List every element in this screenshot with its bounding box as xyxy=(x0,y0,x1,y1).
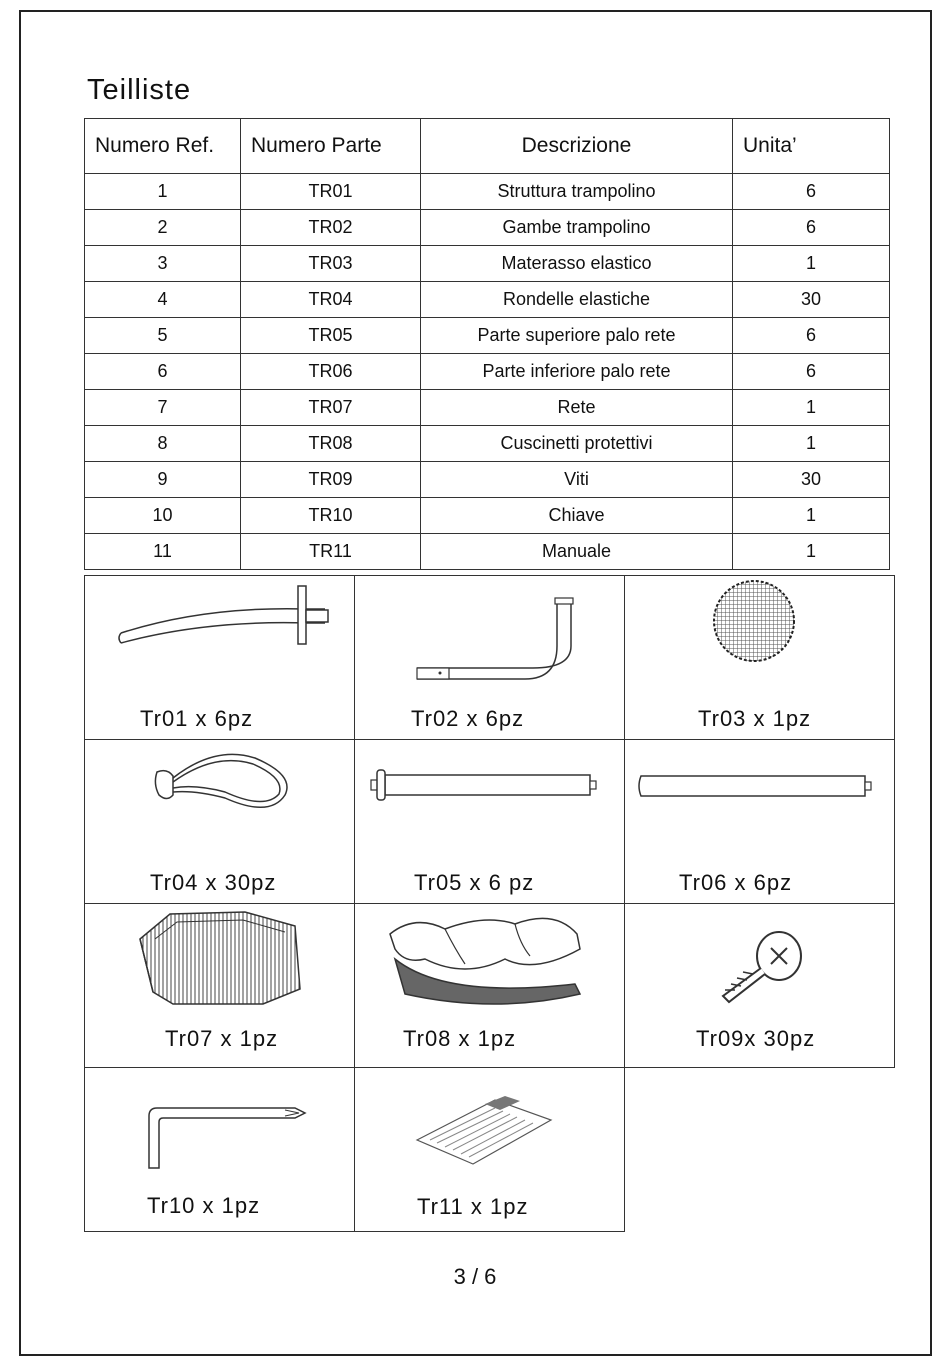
cell-ref: 9 xyxy=(85,462,241,498)
table-row xyxy=(85,462,890,498)
part-caption: Tr11 x 1pz xyxy=(417,1194,529,1219)
cell-qty: 6 xyxy=(733,174,890,210)
part-caption: Tr10 x 1pz xyxy=(147,1193,261,1218)
cell-qty: 6 xyxy=(733,210,890,246)
cell-ref: 3 xyxy=(85,246,241,282)
cell-ref: 1 xyxy=(85,174,241,210)
cell-desc: Gambe trampolino xyxy=(421,210,733,246)
page-title: Teilliste xyxy=(87,74,192,106)
part-caption: Tr03 x 1pz xyxy=(698,706,812,731)
part-cell-tr11 xyxy=(354,1067,625,1232)
cell-ref: 5 xyxy=(85,318,241,354)
table-row xyxy=(85,354,890,390)
cell-ref: 6 xyxy=(85,354,241,390)
table-row xyxy=(85,210,890,246)
cell-part: TR10 xyxy=(241,498,421,534)
cell-qty: 1 xyxy=(733,534,890,570)
header-part: Numero Parte xyxy=(241,119,421,174)
part-caption: Tr09x 30pz xyxy=(696,1026,816,1051)
cell-desc: Struttura trampolino xyxy=(421,174,733,210)
part-caption: Tr02 x 6pz xyxy=(411,706,525,731)
cell-qty: 1 xyxy=(733,498,890,534)
part-cell-tr03 xyxy=(624,575,895,740)
cell-part: TR08 xyxy=(241,426,421,462)
cell-part: TR05 xyxy=(241,318,421,354)
part-cell-tr09 xyxy=(624,903,895,1068)
page-number: 3 / 6 xyxy=(453,1264,497,1289)
cell-desc: Cuscinetti protettivi xyxy=(421,426,733,462)
cell-ref: 8 xyxy=(85,426,241,462)
cell-part: TR11 xyxy=(241,534,421,570)
cell-part: TR07 xyxy=(241,390,421,426)
cell-ref: 7 xyxy=(85,390,241,426)
part-cell-tr10 xyxy=(84,1067,355,1232)
cell-part: TR02 xyxy=(241,210,421,246)
part-caption: Tr05 x 6 pz xyxy=(414,870,535,895)
cell-ref: 10 xyxy=(85,498,241,534)
cell-qty: 30 xyxy=(733,462,890,498)
cell-qty: 6 xyxy=(733,318,890,354)
table-row xyxy=(85,282,890,318)
cell-ref: 11 xyxy=(85,534,241,570)
part-caption: Tr07 x 1pz xyxy=(165,1026,279,1051)
part-cell-tr06 xyxy=(624,739,895,904)
cell-part: TR04 xyxy=(241,282,421,318)
table-row xyxy=(85,498,890,534)
part-caption: Tr01 x 6pz xyxy=(140,706,254,731)
cell-qty: 30 xyxy=(733,282,890,318)
part-caption: Tr08 x 1pz xyxy=(403,1026,517,1051)
cell-part: TR01 xyxy=(241,174,421,210)
parts-table xyxy=(84,118,890,570)
cell-qty: 1 xyxy=(733,390,890,426)
cell-part: TR03 xyxy=(241,246,421,282)
cell-part: TR09 xyxy=(241,462,421,498)
cell-desc: Rondelle elastiche xyxy=(421,282,733,318)
table-row xyxy=(85,246,890,282)
table-row xyxy=(85,534,890,570)
part-cell-tr08 xyxy=(354,903,625,1068)
table-row xyxy=(85,426,890,462)
cell-desc: Materasso elastico xyxy=(421,246,733,282)
cell-desc: Chiave xyxy=(421,498,733,534)
table-row xyxy=(85,174,890,210)
table-header-row xyxy=(85,119,890,174)
cell-desc: Manuale xyxy=(421,534,733,570)
cell-desc: Parte superiore palo rete xyxy=(421,318,733,354)
part-caption: Tr04 x 30pz xyxy=(150,870,277,895)
table-row xyxy=(85,318,890,354)
cell-desc: Parte inferiore palo rete xyxy=(421,354,733,390)
part-cell-tr02 xyxy=(354,575,625,740)
part-cell-tr07 xyxy=(84,903,355,1068)
part-cell-tr01 xyxy=(84,575,355,740)
cell-qty: 1 xyxy=(733,426,890,462)
part-cell-tr05 xyxy=(354,739,625,904)
table-row xyxy=(85,390,890,426)
cell-desc: Viti xyxy=(421,462,733,498)
part-caption: Tr06 x 6pz xyxy=(679,870,793,895)
header-ref: Numero Ref. xyxy=(85,119,241,174)
part-cell-tr04 xyxy=(84,739,355,904)
cell-ref: 2 xyxy=(85,210,241,246)
cell-desc: Rete xyxy=(421,390,733,426)
cell-qty: 6 xyxy=(733,354,890,390)
cell-part: TR06 xyxy=(241,354,421,390)
header-units: Unita’ xyxy=(733,119,890,174)
header-description: Descrizione xyxy=(421,119,733,174)
cell-qty: 1 xyxy=(733,246,890,282)
cell-ref: 4 xyxy=(85,282,241,318)
